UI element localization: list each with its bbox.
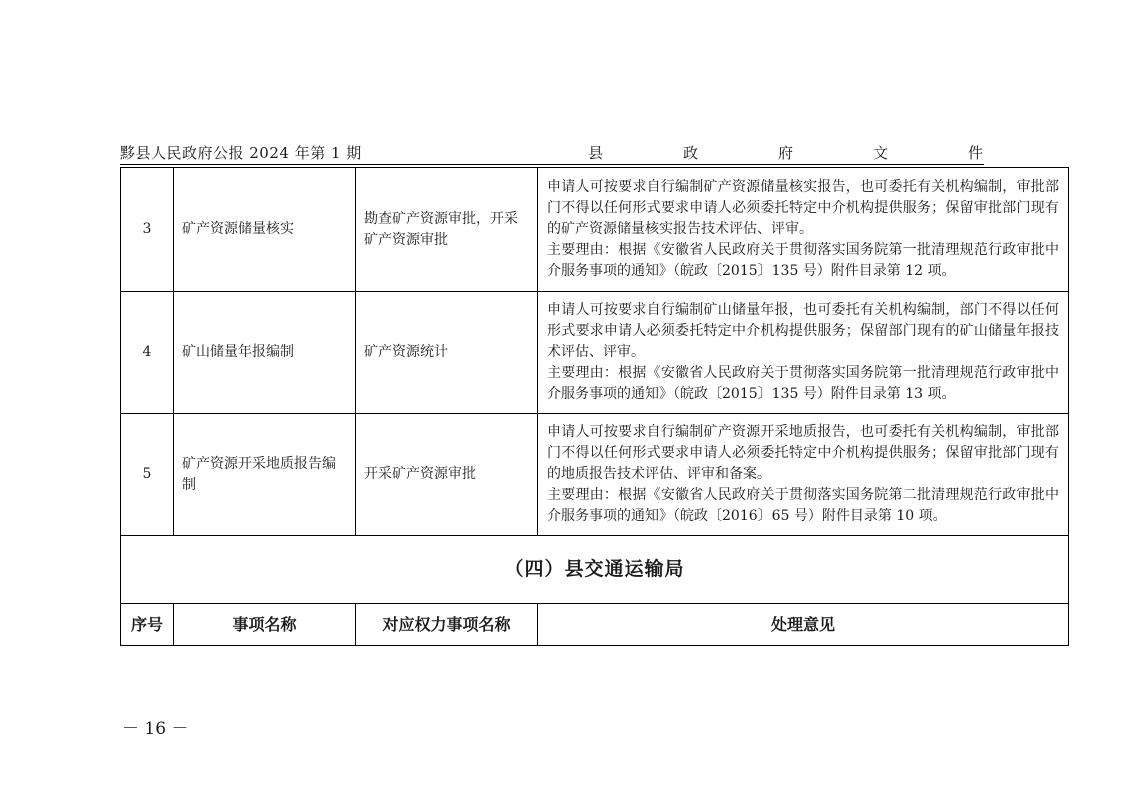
column-header-number: 序号 bbox=[121, 604, 174, 646]
handling-opinion bbox=[538, 414, 1069, 536]
services-table bbox=[120, 167, 1069, 646]
page-number: － 16 － bbox=[122, 719, 189, 739]
section-row bbox=[121, 536, 1069, 604]
item-name: 矿山储量年报编制 bbox=[174, 292, 356, 414]
row-number: 3 bbox=[121, 168, 174, 292]
header-char: 县 bbox=[588, 144, 604, 162]
opinion-reason: 主要理由：根据《安徽省人民政府关于贯彻落实国务院第一批清理规范行政审批中介服务事项的通知》（皖政〔2015〕135 号）附件目录第 13 项。 bbox=[547, 365, 1059, 402]
item-name: 矿产资源储量核实 bbox=[174, 168, 356, 292]
row-number: 5 bbox=[121, 414, 174, 536]
opinion-text: 申请人可按要求自行编制矿产资源开采地质报告，也可委托有关机构编制，审批部门不得以任何形式要求申请人必须委托特定中介机构提供服务；保留审批部门现有的地质报告技术评估、评审和备案。 bbox=[547, 424, 1059, 482]
opinion-reason: 主要理由：根据《安徽省人民政府关于贯彻落实国务院第二批清理规范行政审批中介服务事项的通知》（皖政〔2016〕65 号）附件目录第 10 项。 bbox=[547, 487, 1059, 524]
header-char: 件 bbox=[967, 144, 983, 162]
power-item-name: 开采矿产资源审批 bbox=[356, 414, 538, 536]
header-char: 文 bbox=[872, 144, 888, 162]
table-row bbox=[121, 292, 1069, 414]
opinion-text: 申请人可按要求自行编制矿山储量年报，也可委托有关机构编制，部门不得以任何形式要求申请人必须委托特定中介机构提供服务；保留部门现有的矿山储量年报技术评估、评审。 bbox=[547, 302, 1059, 360]
header-char: 政 bbox=[682, 144, 698, 162]
column-header-name: 事项名称 bbox=[174, 604, 356, 646]
section-title: （四）县交通运输局 bbox=[121, 536, 1069, 604]
header-publication-title: 黟县人民政府公报 2024 年第 1 期 bbox=[120, 144, 362, 162]
column-header-row bbox=[121, 604, 1069, 646]
handling-opinion bbox=[538, 292, 1069, 414]
handling-opinion bbox=[538, 168, 1069, 292]
power-item-name: 勘查矿产资源审批，开采矿产资源审批 bbox=[356, 168, 538, 292]
opinion-reason: 主要理由：根据《安徽省人民政府关于贯彻落实国务院第一批清理规范行政审批中介服务事项的通知》（皖政〔2015〕135 号）附件目录第 12 项。 bbox=[547, 242, 1059, 279]
table-row bbox=[121, 414, 1069, 536]
column-header-power: 对应权力事项名称 bbox=[356, 604, 538, 646]
table-row bbox=[121, 168, 1069, 292]
header-char: 府 bbox=[777, 144, 793, 162]
item-name: 矿产资源开采地质报告编制 bbox=[174, 414, 356, 536]
column-header-opinion: 处理意见 bbox=[538, 604, 1069, 646]
opinion-text: 申请人可按要求自行编制矿产资源储量核实报告，也可委托有关机构编制，审批部门不得以任何形式要求申请人必须委托特定中介机构提供服务；保留审批部门现有的矿产资源储量核实报告技术评估、评审。 bbox=[547, 179, 1059, 237]
row-number: 4 bbox=[121, 292, 174, 414]
power-item-name: 矿产资源统计 bbox=[356, 292, 538, 414]
header-section-label bbox=[588, 142, 983, 163]
